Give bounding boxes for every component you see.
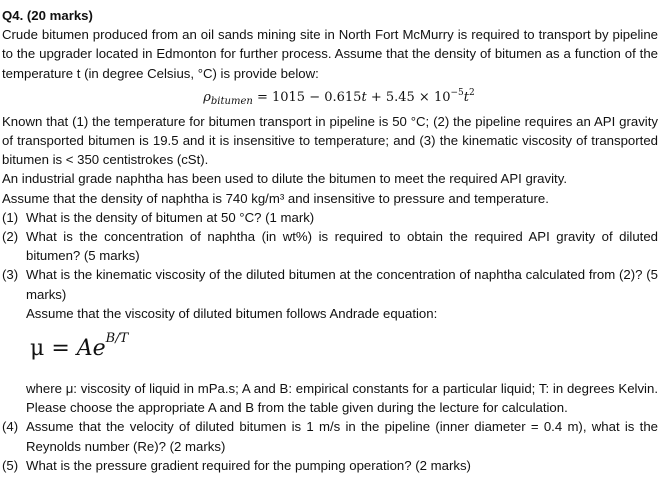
item-text: What is the concentration of naphtha (in wt%) is required to obtain the required API gravity of diluted bitumen? (5 marks) bbox=[26, 229, 658, 264]
andrade-where: where μ: viscosity of liquid in mPa.s; A and B: empirical constants for a particular liquid; T: in degrees Kelvin. Please choose the appropriate A and B from the table given during the lecture for calculation. bbox=[26, 381, 658, 416]
density-eq-part-b: + 5.45 × 10 bbox=[370, 89, 451, 105]
sub-question-list bbox=[2, 208, 658, 475]
list-item bbox=[2, 456, 658, 475]
list-item bbox=[2, 227, 658, 265]
rho-symbol: ρ bbox=[203, 89, 211, 105]
item-number: (5) bbox=[2, 457, 19, 473]
andrade-equation bbox=[2, 323, 658, 375]
andrade-intro: Assume that the viscosity of diluted bitumen follows Andrade equation: bbox=[26, 305, 438, 321]
exponent-b: B bbox=[105, 331, 116, 347]
exponent-slash: / bbox=[115, 331, 120, 347]
item-text: What is the pressure gradient required for the pumping operation? (2 marks) bbox=[26, 457, 471, 473]
andrade-block bbox=[2, 304, 658, 418]
rho-subscript: bitumen bbox=[210, 95, 253, 107]
question-title: Q4. (20 marks) bbox=[2, 8, 93, 23]
naphtha-line-1: An industrial grade naphtha has been used to dilute the bitumen to meet the required API gravity. bbox=[2, 171, 567, 187]
list-item bbox=[2, 265, 658, 303]
andrade-a-e: Ae bbox=[76, 336, 106, 362]
item-number: (2) bbox=[2, 229, 19, 245]
density-eq-part-a: = 1015 − 0.615 bbox=[256, 89, 362, 105]
item-text: What is the density of bitumen at 50 °C? (1 mark) bbox=[26, 209, 315, 225]
item-number: (3) bbox=[2, 267, 19, 283]
equals-sign: = bbox=[51, 336, 70, 362]
intro-paragraph: Crude bitumen produced from an oil sands mining site in North Fort McMurry is required to transport by pipeline to the upgrader located in Edmonton for further process. Assume that the density of bitumen as a function of the temperature t (in degree Celsius, °C) is provide below: bbox=[2, 27, 658, 81]
naphtha-line-2: Assume that the density of naphtha is 740 kg/m³ and insensitive to pressure and temperature. bbox=[2, 190, 549, 206]
andrade-exponent bbox=[106, 317, 129, 361]
item-number: (1) bbox=[2, 209, 19, 225]
density-eq-t2: t bbox=[463, 89, 469, 105]
list-item bbox=[2, 208, 658, 227]
list-item bbox=[2, 417, 658, 455]
item-text: Assume that the velocity of diluted bitumen is 1 m/s in the pipeline (inner diameter = 0.4 m), what is the Reynolds number (Re)? (2 marks) bbox=[26, 419, 658, 454]
density-eq-exponent: −5 bbox=[450, 87, 464, 98]
item-text: What is the kinematic viscosity of the diluted bitumen at the concentration of naphtha calculated from (2)? (5 marks) bbox=[26, 267, 658, 302]
known-paragraph: Known that (1) the temperature for bitumen transport in pipeline is 50 °C; (2) the pipeline requires an API gravity of transported bitumen is 19.5 and it is insensitive to temperature; and (3) the kinematic viscosity of transported bitumen is < 350 centistrokes (cSt). bbox=[2, 113, 658, 168]
density-eq-t: t bbox=[361, 89, 367, 105]
item-number: (4) bbox=[2, 419, 19, 435]
density-equation bbox=[2, 83, 658, 112]
exponent-t: T bbox=[119, 331, 129, 347]
density-eq-exponent2: 2 bbox=[469, 87, 475, 98]
mu-symbol: μ bbox=[30, 336, 45, 362]
